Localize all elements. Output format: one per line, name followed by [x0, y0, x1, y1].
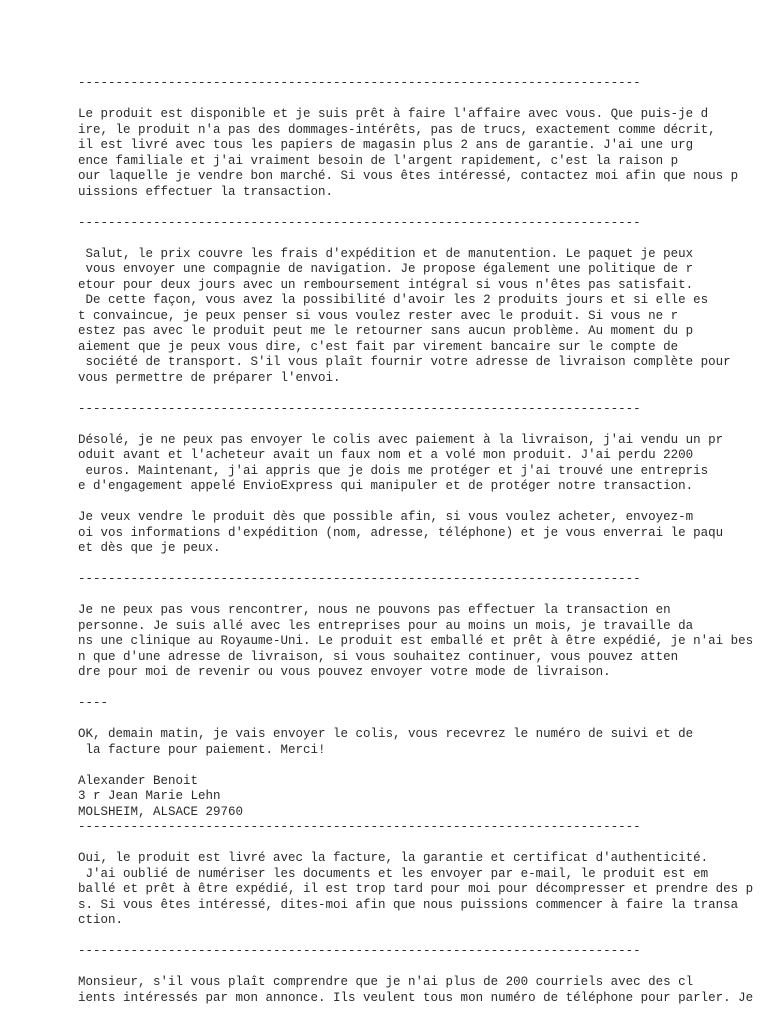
blank-line: [78, 836, 768, 852]
text-line: J'ai oublié de numériser les documents et les envoyer par e-mail, le produit est em: [78, 866, 709, 881]
text-line: uissions effectuer la transaction.: [78, 184, 334, 199]
text-line: MOLSHEIM, ALSACE 29760: [78, 804, 244, 819]
text-line: Monsieur, s'il vous plaît comprendre que je n'ai plus de 200 courriels avec des cl: [78, 975, 694, 989]
separator-line: ---------------------------------------------------------------------------: [78, 76, 641, 90]
text-line: il est livré avec tous les papiers de magasin plus 2 ans de garantie. J'ai une urg: [78, 138, 694, 152]
text-line: estez pas avec le produit peut me le retourner sans aucun problème. Au moment du p: [78, 324, 694, 338]
blank-line: [78, 92, 768, 108]
text-line: Salut, le prix couvre les frais d'expédition et de manutention. Le paquet je peux: [78, 246, 694, 261]
blank-line: [78, 557, 768, 573]
blank-line: [78, 495, 768, 511]
text-line: etour pour deux jours avec un remboursement intégral si vous n'êtes pas satisfait.: [78, 277, 694, 292]
text-line: personne. Je suis allé avec les entreprises pour au moins un mois, je travaille da: [78, 618, 694, 633]
text-line: et dès que je peux.: [78, 541, 221, 555]
text-line: 3 r Jean Marie Lehn: [78, 789, 221, 803]
blank-line: [78, 758, 768, 774]
text-line: la facture pour paiement. Merci!: [78, 742, 326, 757]
text-line: e d'engagement appelé EnvioExpress qui manipuler et de protéger notre transaction.: [78, 479, 694, 493]
text-line: Désolé, je ne peux pas envoyer le colis avec paiement à la livraison, j'ai vendu un pr: [78, 432, 724, 447]
separator-line: ---------------------------------------------------------------------------: [78, 215, 641, 230]
text-line: vous envoyer une compagnie de navigation. Je propose également une politique de r: [78, 262, 694, 276]
text-line: s. Si vous êtes intéressé, dites-moi afin que nous puissions commencer à faire la transa: [78, 897, 739, 912]
text-line: ballé et prêt à être expédié, il est trop tard pour moi pour décompresser et prendre des p: [78, 882, 754, 896]
separator-line: ---------------------------------------------------------------------------: [78, 944, 641, 958]
blank-line: [78, 200, 768, 216]
separator-line: ---------------------------------------------------------------------------: [78, 572, 641, 586]
text-line: oi vos informations d'expédition (nom, adresse, téléphone) et je vous enverrai le paqu: [78, 525, 724, 540]
text-line: aiement que je peux vous dire, c'est fait par virement bancaire sur le compte de: [78, 339, 679, 354]
blank-line: [78, 588, 768, 604]
text-line: De cette façon, vous avez la possibilité d'avoir les 2 produits jours et si elle es: [78, 293, 709, 307]
text-line: our laquelle je vendre bon marché. Si vous êtes intéressé, contactez moi afin que nous p: [78, 169, 739, 183]
text-line: ns une clinique au Royaume-Uni. Le produit est emballé et prêt à être expédié, je n'ai bes: [78, 634, 754, 648]
text-line: euros. Maintenant, j'ai appris que je dois me protéger et j'ai trouvé une entrepris: [78, 463, 709, 478]
text-line: t convaincue, je peux penser si vous voulez rester avec le produit. Si vous ne r: [78, 308, 679, 323]
text-line: dre pour moi de revenir ou vous pouvez envoyer votre mode de livraison.: [78, 665, 611, 679]
text-line: société de transport. S'il vous plaît fournir votre adresse de livraison complète pour: [78, 355, 731, 369]
blank-line: [78, 929, 768, 945]
blank-line: [78, 417, 768, 433]
text-line: Je ne peux pas vous rencontrer, nous ne pouvons pas effectuer la transaction en: [78, 603, 671, 617]
text-line: Oui, le produit est livré avec la facture, la garantie et certificat d'authenticité.: [78, 851, 709, 865]
blank-line: [78, 960, 768, 976]
blank-line: [78, 386, 768, 402]
text-line: ction.: [78, 913, 124, 927]
separator-line: ---------------------------------------------------------------------------: [78, 401, 641, 416]
text-line: ients intéressés par mon annonce. Ils veulent tous mon numéro de téléphone pour parler. Je: [78, 990, 754, 1005]
text-line: Le produit est disponible et je suis prêt à faire l'affaire avec vous. Que puis-je d: [78, 107, 709, 121]
text-line: Alexander Benoit: [78, 773, 199, 788]
text-line: Je veux vendre le produit dès que possible afin, si vous voulez acheter, envoyez-m: [78, 510, 694, 524]
text-line: ence familiale et j'ai vraiment besoin de l'argent rapidement, c'est la raison p: [78, 153, 679, 168]
text-line: OK, demain matin, je vais envoyer le colis, vous recevrez le numéro de suivi et de: [78, 727, 694, 741]
blank-line: [78, 231, 768, 247]
text-line: n que d'une adresse de livraison, si vous souhaitez continuer, vous pouvez atten: [78, 649, 679, 664]
text-line: oduit avant et l'acheteur avait un faux nom et a volé mon produit. J'ai perdu 2200: [78, 448, 694, 462]
text-line: vous permettre de préparer l'envoi.: [78, 370, 341, 385]
blank-line: [78, 712, 768, 728]
separator-line: ----: [78, 696, 109, 710]
blank-line: [78, 681, 768, 697]
document-body: [78, 76, 768, 1006]
separator-line: ---------------------------------------------------------------------------: [78, 820, 641, 834]
text-line: ire, le produit n'a pas des dommages-intérêts, pas de trucs, exactement comme décrit,: [78, 122, 716, 137]
